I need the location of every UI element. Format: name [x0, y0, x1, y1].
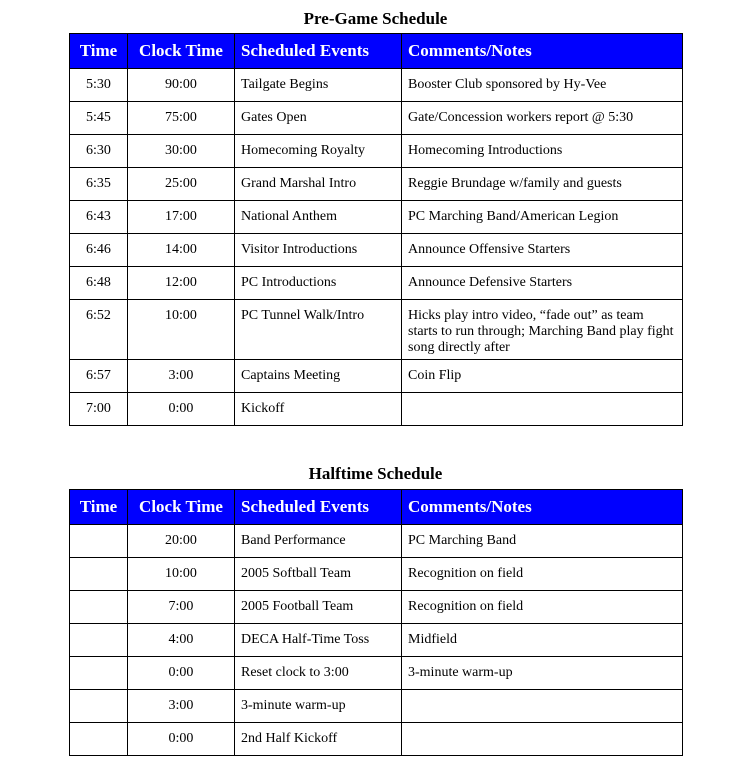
table-row [70, 525, 683, 558]
note-cell: Gate/Concession workers report @ 5:30 [402, 102, 683, 135]
table-header-row [70, 34, 683, 69]
time-cell [70, 690, 128, 723]
time-cell: 6:30 [70, 135, 128, 168]
note-cell [402, 393, 683, 426]
event-cell: 2005 Football Team [235, 591, 402, 624]
event-cell: Band Performance [235, 525, 402, 558]
event-cell: 2nd Half Kickoff [235, 723, 402, 756]
table-row [70, 624, 683, 657]
pregame-title: Pre-Game Schedule [303, 9, 448, 28]
time-cell: 6:43 [70, 201, 128, 234]
note-cell: Announce Defensive Starters [402, 267, 683, 300]
table-row [70, 657, 683, 690]
time-cell [70, 558, 128, 591]
event-cell: PC Introductions [235, 267, 402, 300]
clock-cell: 0:00 [128, 657, 235, 690]
header-time: Time [70, 490, 128, 525]
clock-cell: 20:00 [128, 525, 235, 558]
table-row [70, 267, 683, 300]
note-cell: PC Marching Band/American Legion [402, 201, 683, 234]
time-cell: 6:57 [70, 360, 128, 393]
note-cell [402, 723, 683, 756]
event-cell: Grand Marshal Intro [235, 168, 402, 201]
time-cell [70, 525, 128, 558]
note-cell: Midfield [402, 624, 683, 657]
table-row [70, 201, 683, 234]
note-cell [402, 690, 683, 723]
event-cell: PC Tunnel Walk/Intro [235, 300, 402, 360]
clock-cell: 14:00 [128, 234, 235, 267]
clock-cell: 3:00 [128, 690, 235, 723]
time-cell [70, 624, 128, 657]
table-row [70, 591, 683, 624]
note-cell: Reggie Brundage w/family and guests [402, 168, 683, 201]
table-row [70, 234, 683, 267]
clock-cell: 10:00 [128, 558, 235, 591]
note-cell: Recognition on field [402, 591, 683, 624]
note-cell: Announce Offensive Starters [402, 234, 683, 267]
note-cell: Coin Flip [402, 360, 683, 393]
clock-cell: 3:00 [128, 360, 235, 393]
table-row [70, 690, 683, 723]
clock-cell: 10:00 [128, 300, 235, 360]
clock-cell: 0:00 [128, 723, 235, 756]
header-comments-notes: Comments/Notes [402, 490, 683, 525]
time-cell: 5:30 [70, 69, 128, 102]
clock-cell: 17:00 [128, 201, 235, 234]
table-row [70, 135, 683, 168]
time-cell: 5:45 [70, 102, 128, 135]
table-row [70, 393, 683, 426]
time-cell: 6:46 [70, 234, 128, 267]
clock-cell: 0:00 [128, 393, 235, 426]
halftime-title: Halftime Schedule [308, 464, 443, 483]
clock-cell: 12:00 [128, 267, 235, 300]
header-scheduled-events: Scheduled Events [235, 490, 402, 525]
table-row [70, 69, 683, 102]
table-row [70, 360, 683, 393]
header-clock-time: Clock Time [128, 490, 235, 525]
time-cell: 6:35 [70, 168, 128, 201]
table-row [70, 102, 683, 135]
time-cell [70, 657, 128, 690]
clock-cell: 90:00 [128, 69, 235, 102]
note-cell: Homecoming Introductions [402, 135, 683, 168]
note-cell: Recognition on field [402, 558, 683, 591]
event-cell: Homecoming Royalty [235, 135, 402, 168]
clock-cell: 7:00 [128, 591, 235, 624]
note-cell: PC Marching Band [402, 525, 683, 558]
event-cell: Tailgate Begins [235, 69, 402, 102]
table-row [70, 723, 683, 756]
table-row [70, 300, 683, 360]
time-cell: 7:00 [70, 393, 128, 426]
table-row [70, 558, 683, 591]
header-time: Time [70, 34, 128, 69]
event-cell: Reset clock to 3:00 [235, 657, 402, 690]
event-cell: DECA Half-Time Toss [235, 624, 402, 657]
pregame-schedule-table [69, 33, 683, 426]
clock-cell: 4:00 [128, 624, 235, 657]
clock-cell: 75:00 [128, 102, 235, 135]
clock-cell: 30:00 [128, 135, 235, 168]
event-cell: National Anthem [235, 201, 402, 234]
header-comments-notes: Comments/Notes [402, 34, 683, 69]
event-cell: Gates Open [235, 102, 402, 135]
event-cell: Captains Meeting [235, 360, 402, 393]
note-cell: Booster Club sponsored by Hy-Vee [402, 69, 683, 102]
note-cell: Hicks play intro video, “fade out” as team starts to run through; Marching Band play fight song directly after [402, 300, 683, 360]
table-header-row [70, 490, 683, 525]
event-cell: 2005 Softball Team [235, 558, 402, 591]
time-cell: 6:52 [70, 300, 128, 360]
halftime-schedule-table [69, 489, 683, 756]
event-cell: 3-minute warm-up [235, 690, 402, 723]
time-cell [70, 591, 128, 624]
clock-cell: 25:00 [128, 168, 235, 201]
header-clock-time: Clock Time [128, 34, 235, 69]
table-row [70, 168, 683, 201]
header-scheduled-events: Scheduled Events [235, 34, 402, 69]
time-cell [70, 723, 128, 756]
time-cell: 6:48 [70, 267, 128, 300]
note-cell: 3-minute warm-up [402, 657, 683, 690]
event-cell: Visitor Introductions [235, 234, 402, 267]
event-cell: Kickoff [235, 393, 402, 426]
